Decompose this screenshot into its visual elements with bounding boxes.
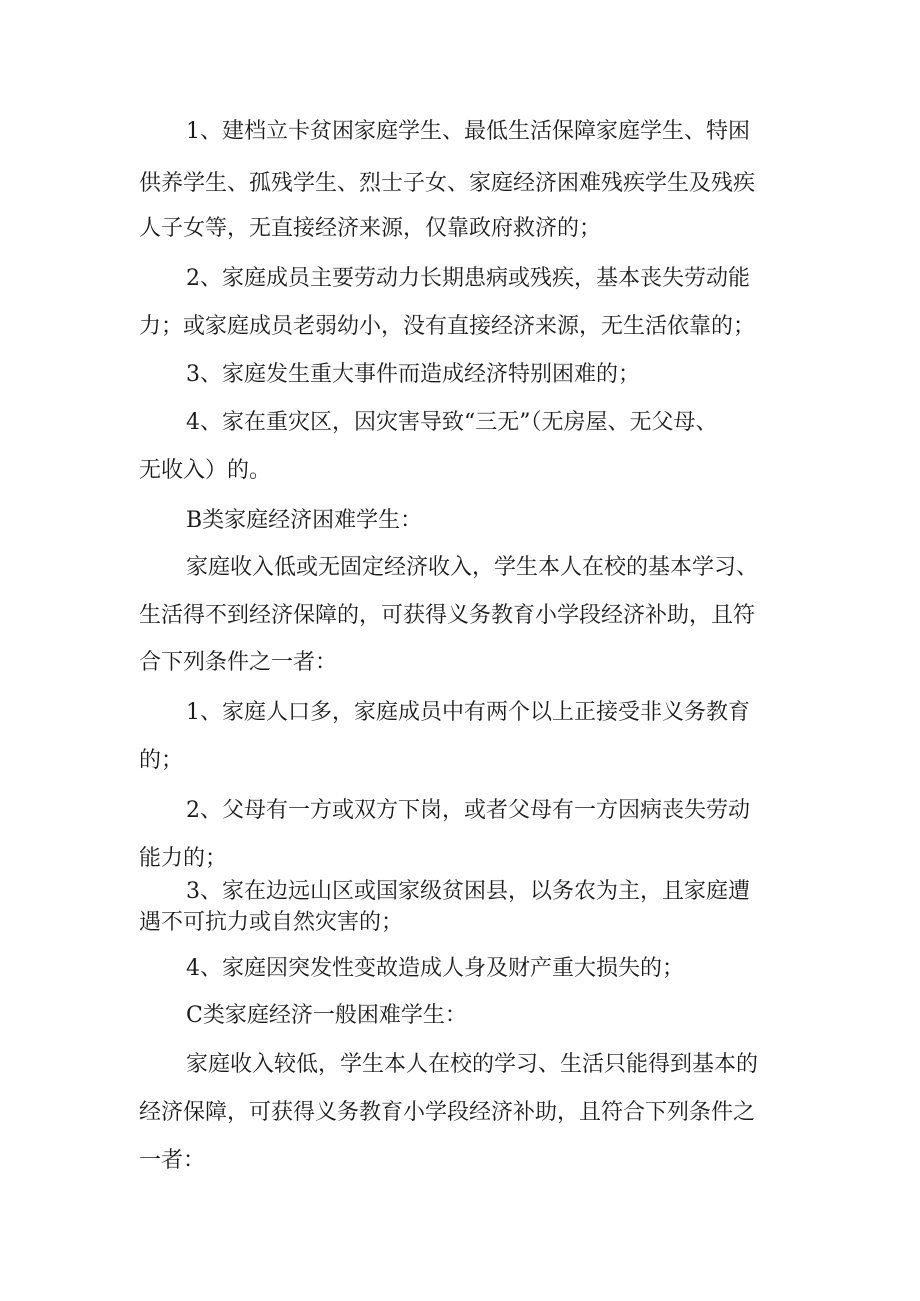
section-c-intro-line-2: 经济保障，可获得义务教育小学段经济补助，且符合下列条件之 (139, 1100, 756, 1125)
section-b-heading: B类家庭经济困难学生： (186, 508, 423, 533)
paragraph-b1-line-2: 的； (139, 748, 184, 773)
paragraph-b2-line-1: 2、父母有一方或双方下岗，或者父母有一方因病丧失劳动 (186, 798, 750, 823)
section-b-intro-line-1: 家庭收入低或无固定经济收入，学生本人在校的基本学习、 (186, 555, 759, 580)
paragraph-b4-line-1: 4、家庭因突发性变故造成人身及财产重大损失的； (186, 956, 684, 981)
section-c-intro-line-1: 家庭收入较低，学生本人在校的学习、生活只能得到基本的 (186, 1052, 759, 1077)
paragraph-a4-line-2: 无收入）的。 (139, 458, 272, 483)
paragraph-a2-line-1: 2、家庭成员主要劳动力长期患病或残疾，基本丧失劳动能 (186, 266, 750, 291)
section-b-intro-line-2: 生活得不到经济保障的，可获得义务教育小学段经济补助，且符 (139, 603, 756, 628)
paragraph-a4-line-1: 4、家在重灾区，因灾害导致“三无”（无房屋、无父母、 (186, 410, 718, 435)
section-b-intro-line-3: 合下列条件之一者： (139, 650, 338, 675)
paragraph-b3-line-1: 3、家在边远山区或国家级贫困县，以务农为主，且家庭遭 (186, 879, 750, 904)
paragraph-a2-line-2: 力；或家庭成员老弱幼小，没有直接经济来源，无生活依靠的； (139, 314, 756, 339)
paragraph-a3-line-1: 3、家庭发生重大事件而造成经济特别困难的； (186, 362, 640, 387)
paragraph-a1-line-2: 供养学生、孤残学生、烈士子女、家庭经济困难残疾学生及残疾 (139, 171, 756, 196)
paragraph-b1-line-1: 1、家庭人口多，家庭成员中有两个以上正接受非义务教育 (186, 700, 750, 725)
section-c-heading: C类家庭经济一般困难学生： (186, 1003, 467, 1028)
paragraph-b2-line-2: 能力的； (139, 846, 228, 871)
section-c-intro-line-3: 一者： (139, 1148, 206, 1173)
paragraph-a1-line-3: 人子女等，无直接经济来源，仅靠政府救济的； (139, 216, 602, 241)
paragraph-a1-line-1: 1、建档立卡贫困家庭学生、最低生活保障家庭学生、特困 (186, 119, 750, 144)
paragraph-b3-line-2: 遇不可抗力或自然灾害的； (139, 910, 404, 935)
